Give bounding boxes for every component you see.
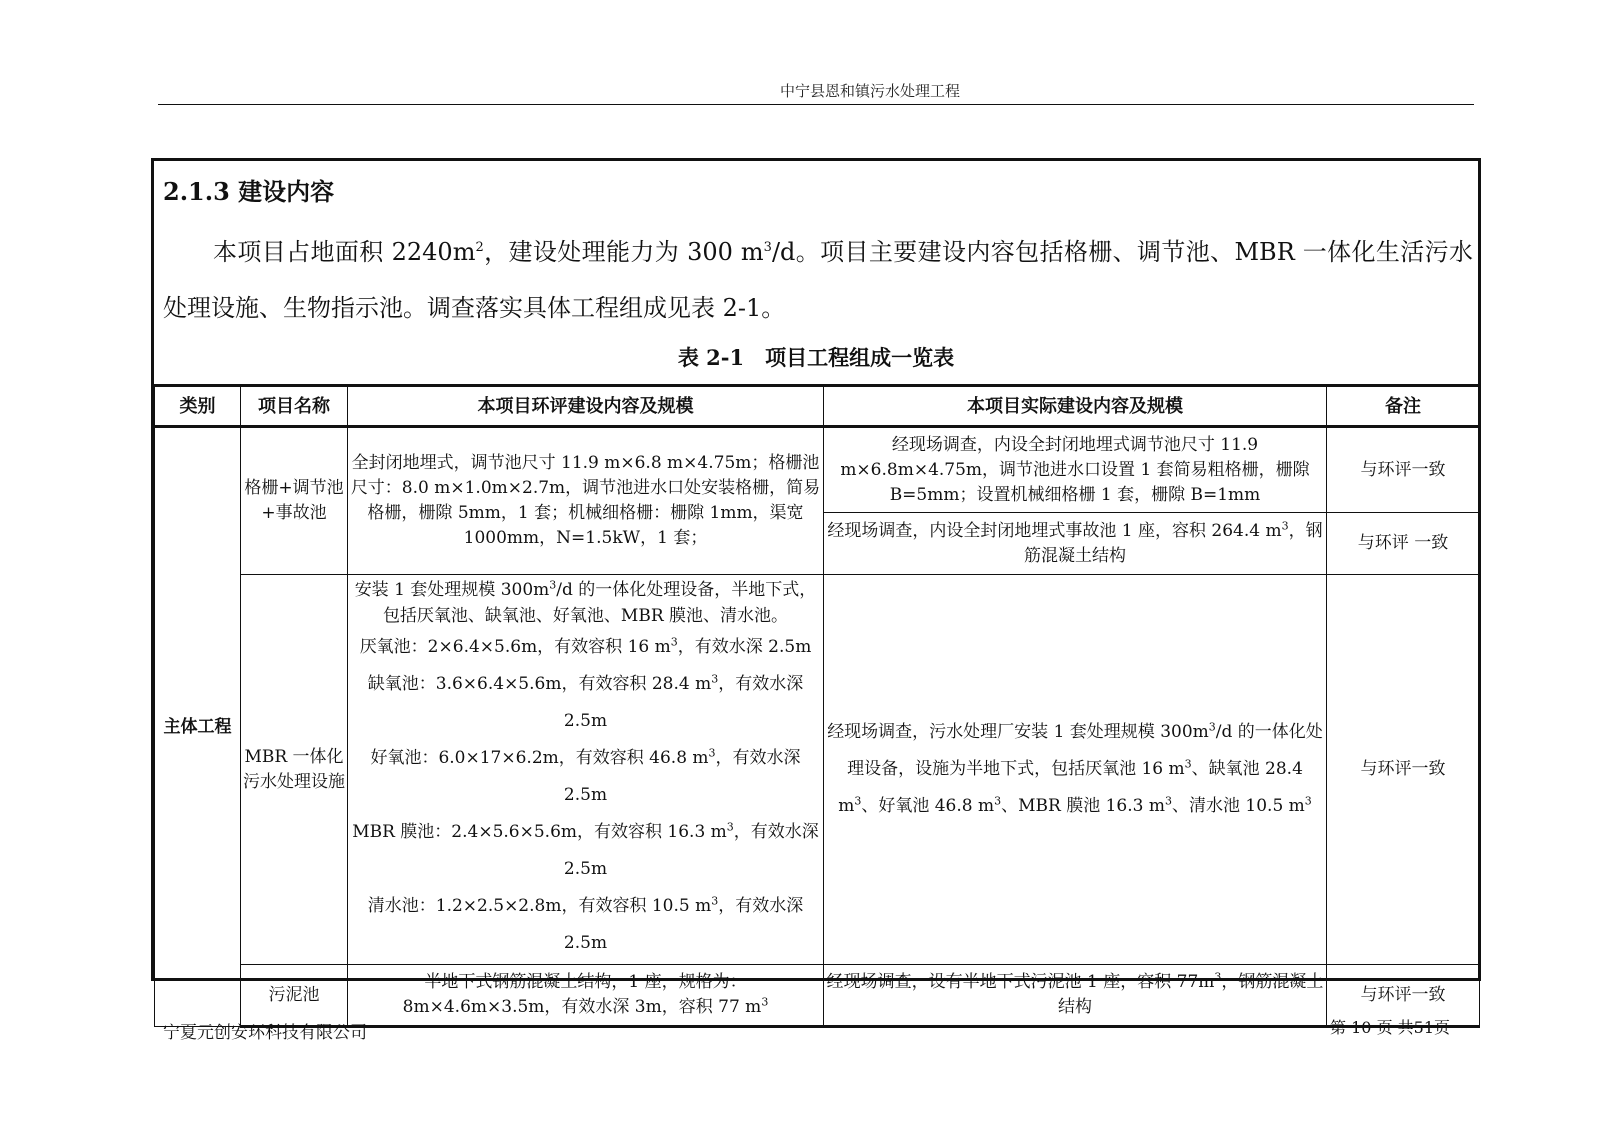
- item-name-cell: MBR 一体化污水处理设施: [241, 575, 348, 965]
- actual-content-cell: 经现场调查，污水处理厂安装 1 套处理规模 $300m^3/d$ 的一体化处理设备，设施为半地下式，包括厌氧池 16 $m^3$、缺氧池 28.4 $m^3$、好氧池 46.8 $m^3$、MBR 膜池 16.3 $m^3$、清水池 10.5 $m^3$: [824, 575, 1327, 965]
- header-actual-content: 本项目实际建设内容及规模: [824, 386, 1327, 427]
- header-item-name: 项目名称: [241, 386, 348, 427]
- header-env-content: 本项目环评建设内容及规模: [348, 386, 824, 427]
- item-name-cell: 格栅+调节池+事故池: [241, 427, 348, 575]
- footer-company: 宁夏元创安环科技有限公司: [163, 1023, 367, 1043]
- note-cell: 与环评一致: [1327, 965, 1480, 1027]
- env-content-cell: [348, 575, 824, 965]
- page-header-title: 中宁县恩和镇污水处理工程: [779, 82, 960, 100]
- category-cell: 主体工程: [155, 427, 241, 1027]
- project-composition-table: [154, 384, 1480, 1028]
- note-cell: 与环评 一致: [1327, 513, 1480, 575]
- table-row: [155, 575, 1480, 965]
- header-note: 备注: [1327, 386, 1480, 427]
- actual-content-cell: 经现场调查，内设全封闭地埋式调节池尺寸 11.9 m×6.8m×4.75m，调节池进水口设置 1 套简易粗格栅，栅隙 B=5mm；设置机械细格栅 1 套，栅隙 B=1mm: [824, 427, 1327, 513]
- actual-content-cell: 经现场调查，设有半地下式污泥池 1 座，容积 $77m^3$，钢筋混凝土结构: [824, 965, 1327, 1027]
- table-title: 表 2-1 项目工程组成一览表: [677, 345, 955, 370]
- mbr-env-line: 好氧池：6.0×17×6.2m，有效容积 46.8 $m^3$，有效水深 2.5m: [370, 746, 801, 805]
- mbr-env-line: 厌氧池：2×6.4×5.6m，有效容积 16 $m^3$，有效水深 2.5m: [359, 635, 812, 657]
- item-name-cell: 污泥池: [241, 965, 348, 1027]
- table-row: [155, 427, 1480, 513]
- note-cell: 与环评一致: [1327, 575, 1480, 965]
- env-content-cell: 全封闭地埋式，调节池尺寸 11.9 m×6.8 m×4.75m；格栅池尺寸：8.0 m×1.0m×2.7m，调节池进水口处安装格栅，简易格栅，栅隙 5mm，1 套；机械细格栅：栅隙 1mm，渠宽 1000mm，N=1.5kW，1 套；: [348, 427, 824, 575]
- header-category: 类别: [155, 386, 241, 427]
- table-header-row: [155, 386, 1480, 427]
- actual-content-cell: 经现场调查，内设全封闭地埋式事故池 1 座，容积 264.4 $m^3$，钢筋混凝土结构: [824, 513, 1327, 575]
- mbr-env-line: 清水池：1.2×2.5×2.8m，有效容积 10.5 $m^3$，有效水深 2.5m: [367, 894, 804, 953]
- mbr-env-line: 安装 1 套处理规模 $300m^3/d$ 的一体化处理设备，半地下式，包括厌氧池、缺氧池、好氧池、MBR 膜池、清水池。: [354, 578, 817, 626]
- mbr-env-line: 缺氧池：3.6×6.4×5.6m，有效容积 28.4 $m^3$，有效水深 2.5m: [367, 672, 804, 731]
- note-cell: 与环评一致: [1327, 427, 1480, 513]
- page-number: 第 10 页 共51页: [1330, 1018, 1451, 1037]
- header-rule: [158, 104, 1474, 105]
- section-heading: 2.1.3 建设内容: [163, 177, 335, 206]
- env-content-cell: 半地下式钢筋混凝土结构，1 座，规格为：8m×4.6m×3.5m，有效水深 3m，容积 77 $m^3$: [348, 965, 824, 1027]
- intro-paragraph: 本项目占地面积 $2240m^2$，建设处理能力为 300 $m^3/d$。项目主要建设内容包括格栅、调节池、MBR 一体化生活污水处理设施、生物指示池。调查落实具体工程组成见表 2-1。: [163, 238, 1474, 322]
- mbr-env-line: MBR 膜池：2.4×5.6×5.6m，有效容积 16.3 $m^3$，有效水深 2.5m: [352, 820, 819, 879]
